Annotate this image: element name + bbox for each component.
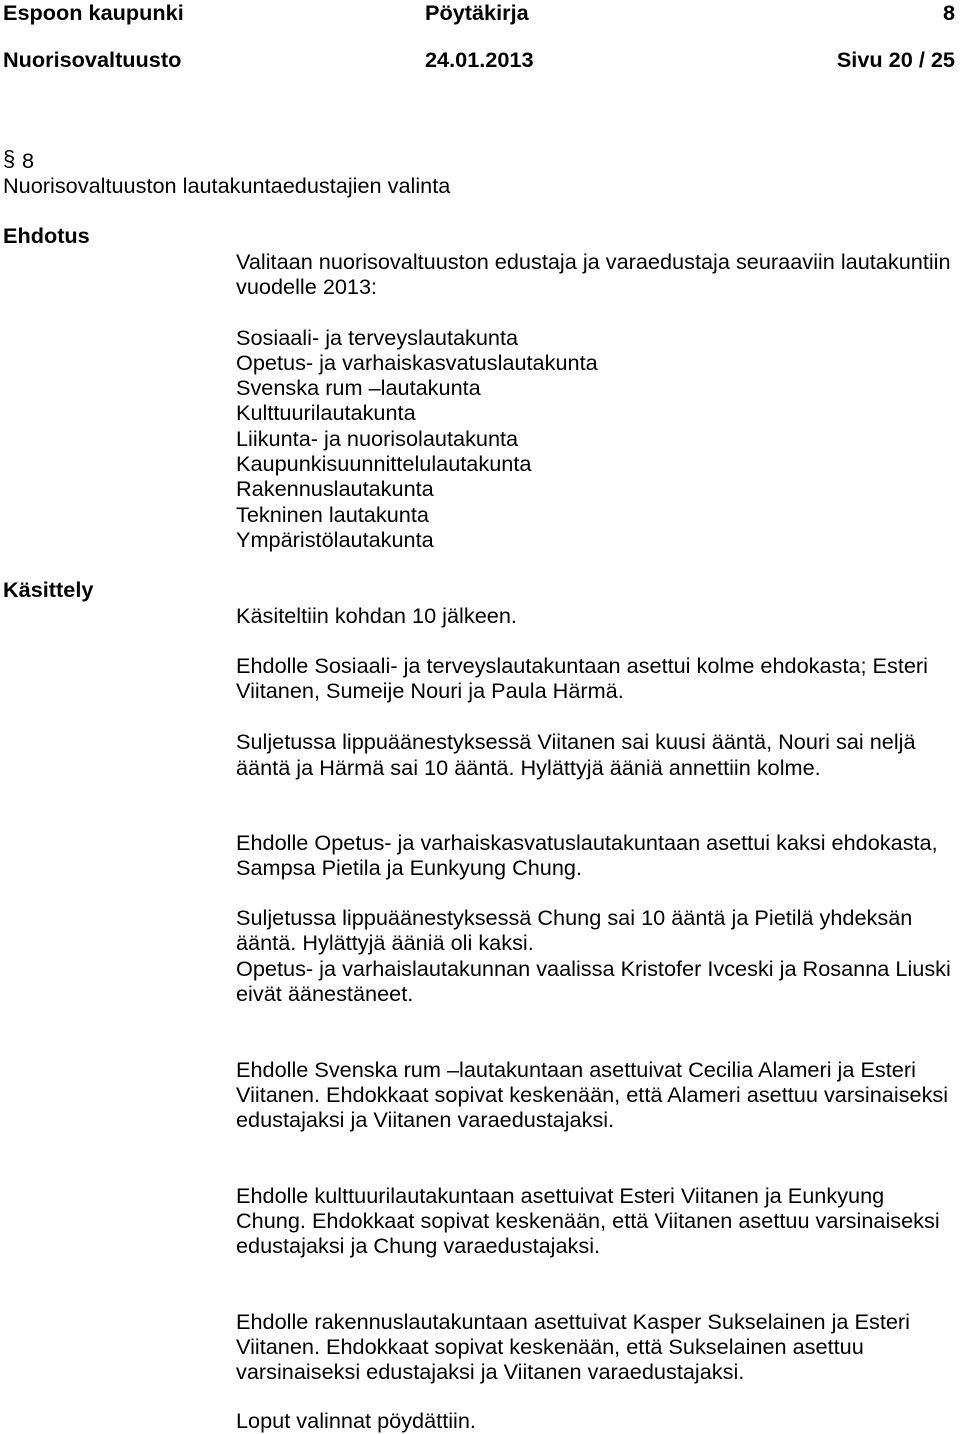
paragraph-line: ääntä ja Härmä sai 10 ääntä. Hylättyjä ääniä annettiin kolme.	[236, 755, 821, 780]
board-item: Kulttuurilautakunta	[236, 400, 416, 425]
paragraph-line: ääntä. Hylättyjä ääniä oli kaksi.	[236, 930, 534, 955]
paragraph-line: edustajaksi ja Viitanen varaedustajaksi.	[236, 1107, 615, 1132]
paragraph-line: Suljetussa lippuäänestyksessä Viitanen sai kuusi ääntä, Nouri sai neljä	[236, 729, 916, 754]
paragraph-line: Ehdolle Opetus- ja varhaiskasvatuslautakuntaan asettui kaksi ehdokasta,	[236, 830, 938, 855]
paragraph-line: varsinaiseksi edustajaksi ja Viitanen varaedustajaksi.	[236, 1359, 745, 1384]
ehdotus-label: Ehdotus	[3, 223, 90, 248]
ehdotus-intro-line: Valitaan nuorisovaltuuston edustaja ja varaedustaja seuraaviin lautakuntiin	[236, 249, 951, 274]
board-item: Tekninen lautakunta	[236, 502, 429, 527]
paragraph-line: Viitanen. Ehdokkaat sopivat keskenään, että Alameri asettuu varsinaiseksi	[236, 1082, 949, 1107]
paragraph-line: Viitanen, Sumeije Nouri ja Paula Härmä.	[236, 678, 624, 703]
document-type: Pöytäkirja	[425, 0, 529, 25]
board-item: Opetus- ja varhaiskasvatuslautakunta	[236, 350, 598, 375]
paragraph-line: Ehdolle kulttuurilautakuntaan asettuivat Esteri Viitanen ja Eunkyung	[236, 1183, 885, 1208]
paragraph-line: Opetus- ja varhaislautakunnan vaalissa Kristofer Ivceski ja Rosanna Liuski	[236, 956, 951, 981]
paragraph-line: Ehdolle rakennuslautakuntaan asettuivat Kasper Sukselainen ja Esteri	[236, 1309, 910, 1334]
paragraph-line: Chung. Ehdokkaat sopivat keskenään, että Viitanen asettuu varsinaiseksi	[236, 1208, 940, 1233]
body-name: Nuorisovaltuusto	[3, 47, 182, 72]
paragraph-line: Suljetussa lippuäänestyksessä Chung sai 10 ääntä ja Pietilä yhdeksän	[236, 905, 913, 930]
paragraph-line: Sampsa Pietila ja Eunkyung Chung.	[236, 855, 583, 880]
paragraph-line: Ehdolle Sosiaali- ja terveyslautakuntaan asettui kolme ehdokasta; Esteri	[236, 653, 928, 678]
header-section-number: 8	[942, 0, 955, 25]
section-number: 8	[22, 148, 35, 173]
paragraph-line: edustajaksi ja Chung varaedustajaksi.	[236, 1233, 601, 1258]
paragraph-line: eivät äänestäneet.	[236, 981, 414, 1006]
board-item: Liikunta- ja nuorisolautakunta	[236, 426, 519, 451]
board-item: Sosiaali- ja terveyslautakunta	[236, 325, 519, 350]
board-item: Rakennuslautakunta	[236, 476, 434, 501]
section-symbol: §	[3, 146, 16, 171]
paragraph-line: Viitanen. Ehdokkaat sopivat keskenään, että Sukselainen asettuu	[236, 1334, 864, 1359]
organization-name: Espoon kaupunki	[3, 0, 184, 25]
board-item: Svenska rum –lautakunta	[236, 375, 481, 400]
page-number: Sivu 20 / 25	[836, 47, 955, 72]
paragraph-line: Loput valinnat pöydättiin.	[236, 1408, 476, 1433]
board-item: Kaupunkisuunnittelulautakunta	[236, 451, 532, 476]
board-item: Ympäristölautakunta	[236, 527, 434, 552]
ehdotus-intro-line: vuodelle 2013:	[236, 274, 378, 299]
meeting-date: 24.01.2013	[425, 47, 534, 72]
paragraph-line: Ehdolle Svenska rum –lautakuntaan asettuivat Cecilia Alameri ja Esteri	[236, 1057, 916, 1082]
kasittely-label: Käsittely	[3, 577, 94, 602]
paragraph-line: Käsiteltiin kohdan 10 jälkeen.	[236, 603, 517, 628]
section-title: Nuorisovaltuuston lautakuntaedustajien valinta	[3, 173, 451, 198]
